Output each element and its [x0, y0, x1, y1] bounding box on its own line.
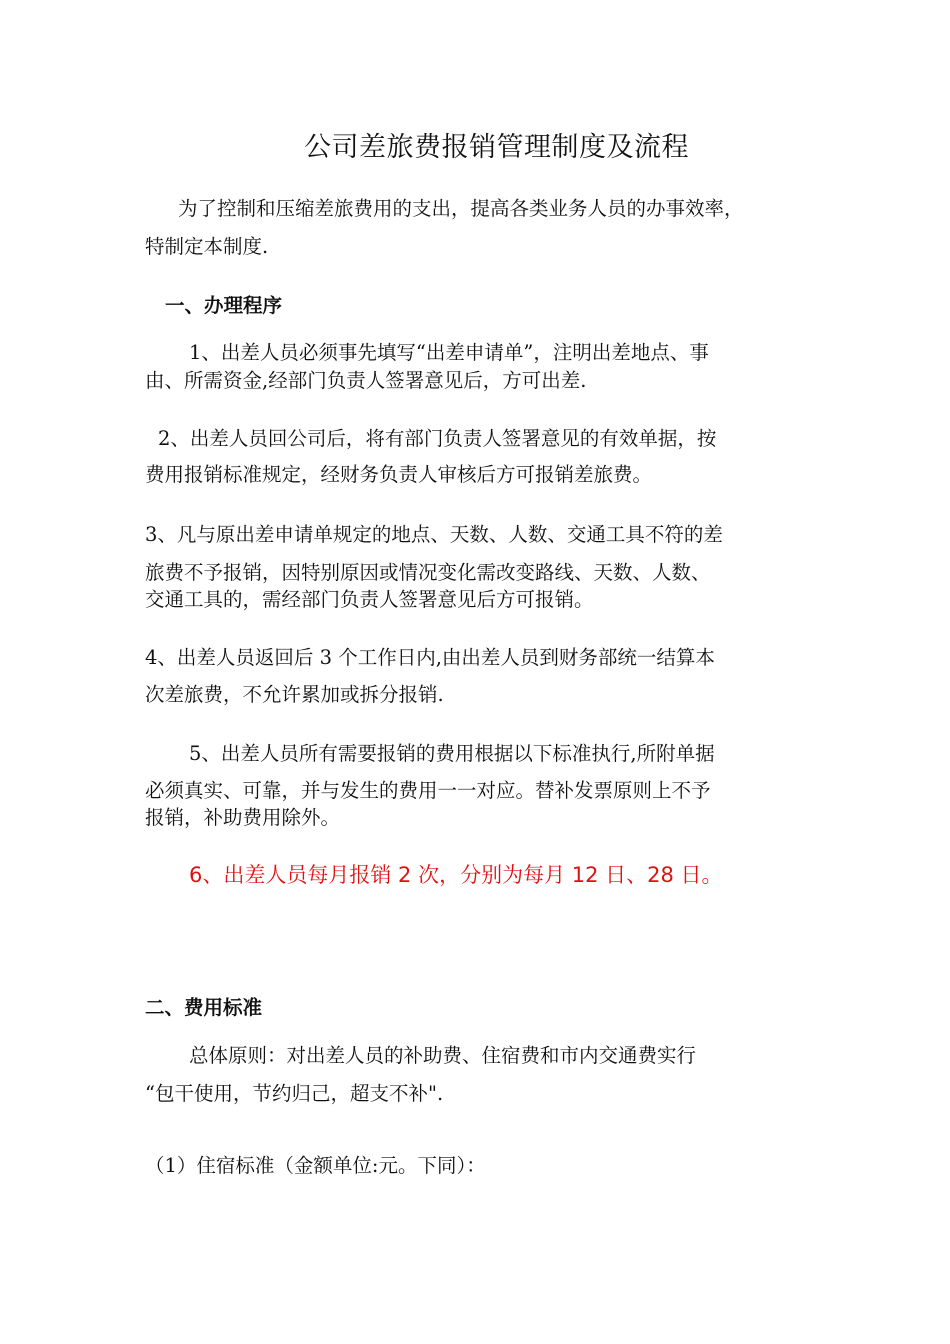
document-title: 公司差旅费报销管理制度及流程	[304, 132, 689, 163]
lodging-standard-item: （1）住宿标准（金额单位:元。下同）：	[145, 1154, 486, 1177]
item-2-line-2: 费用报销标准规定，经财务负责人审核后方可报销差旅费。	[145, 463, 653, 486]
intro-line-2: 特制定本制度.	[145, 235, 269, 258]
item-4-line-1: 4、出差人员返回后 3 个工作日内,由出差人员到财务部统一结算本	[145, 646, 715, 669]
item-4-line-2: 次差旅费，不允许累加或拆分报销.	[145, 683, 444, 706]
item-2-line-1: 2、出差人员回公司后，将有部门负责人签署意见的有效单据，按	[158, 427, 717, 450]
intro-line-1: 为了控制和压缩差旅费用的支出，提高各类业务人员的办事效率，	[178, 197, 744, 220]
item-1-line-2: 由、所需资金,经部门负责人签署意见后，方可出差.	[145, 369, 587, 392]
item-3-line-3: 交通工具的，需经部门负责人签署意见后方可报销。	[145, 588, 594, 611]
principle-line-2: “包干使用，节约归己，超支不补".	[145, 1082, 444, 1105]
section-1-heading: 一、办理程序	[165, 294, 283, 317]
principle-line-1: 总体原则：对出差人员的补助费、住宿费和市内交通费实行	[189, 1044, 697, 1067]
item-3-line-1: 3、凡与原出差申请单规定的地点、天数、人数、交通工具不符的差	[145, 523, 723, 546]
section-2-heading: 二、费用标准	[145, 996, 263, 1019]
item-5-line-2: 必须真实、可靠，并与发生的费用一一对应。替补发票原则上不予	[145, 779, 711, 802]
item-1-line-1: 1、出差人员必须事先填写“出差申请单”，注明出差地点、事	[189, 341, 709, 364]
item-5-line-1: 5、出差人员所有需要报销的费用根据以下标准执行,所附单据	[189, 742, 715, 765]
item-6-highlight: 6、出差人员每月报销 2 次，分别为每月 12 日、28 日。	[189, 863, 723, 887]
item-5-line-3: 报销，补助费用除外。	[145, 806, 341, 829]
item-3-line-2: 旅费不予报销，因特别原因或情况变化需改变路线、天数、人数、	[145, 561, 711, 584]
